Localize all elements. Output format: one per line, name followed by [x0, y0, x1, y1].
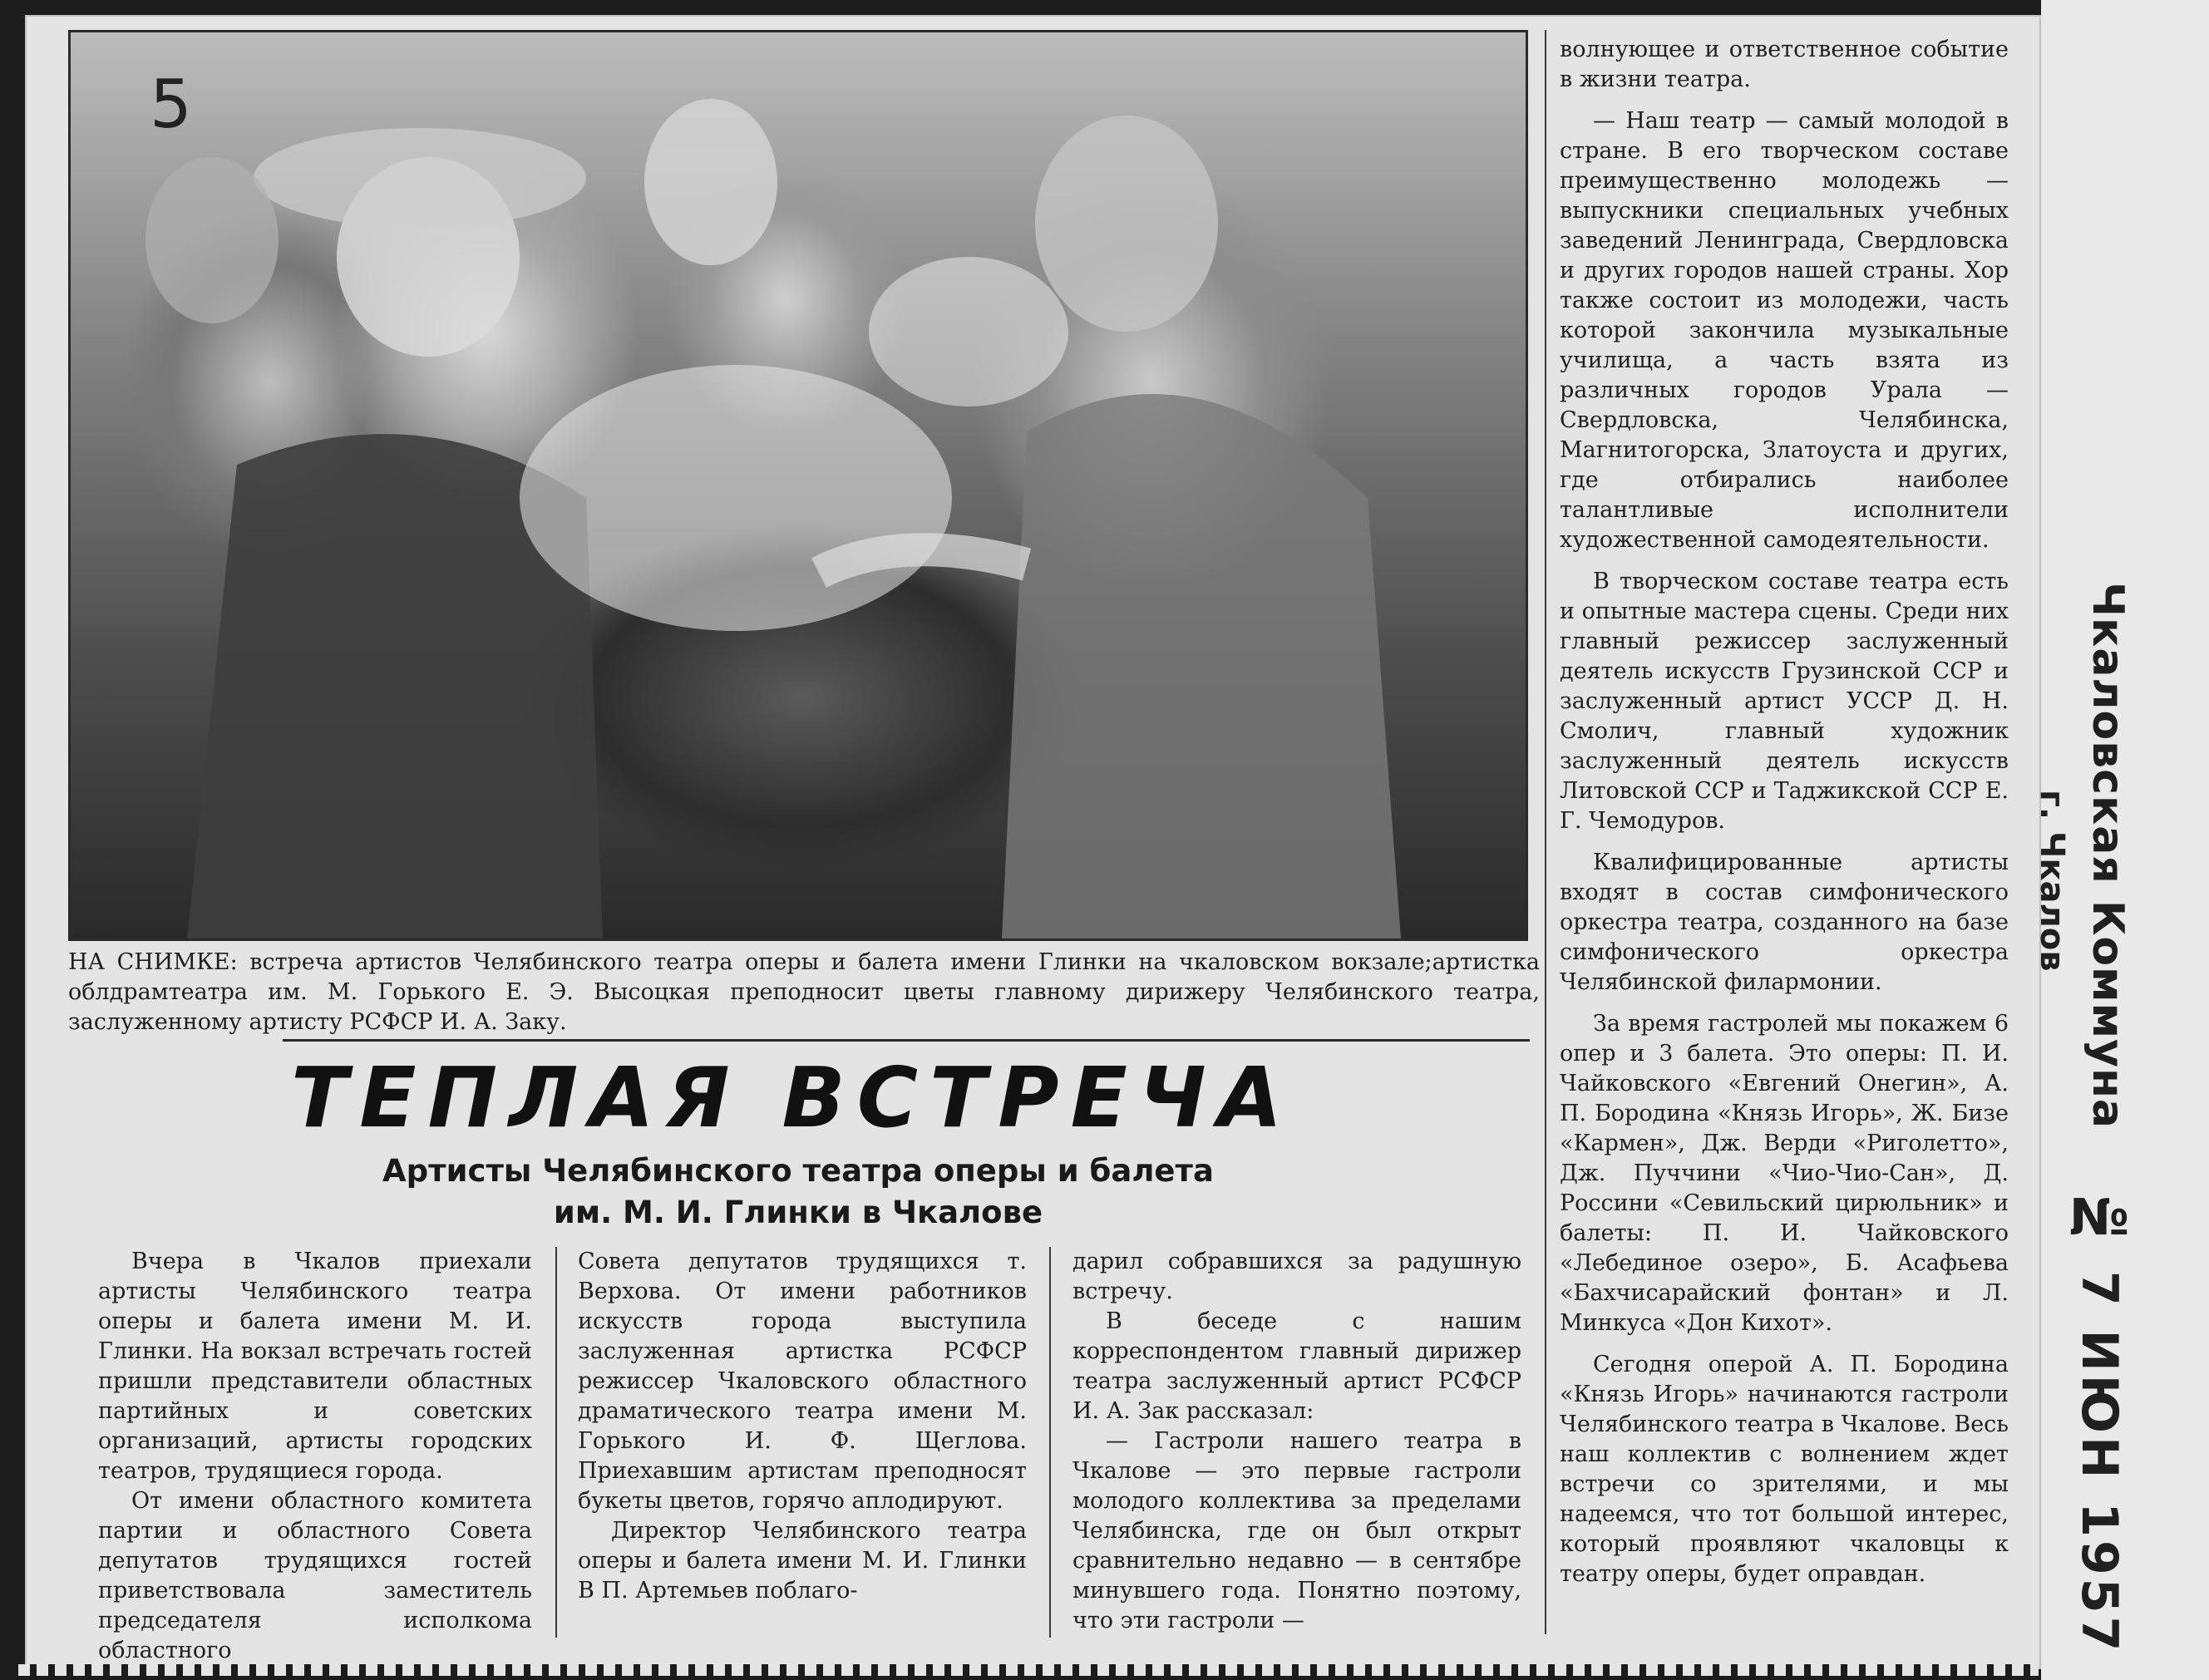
photo-caption: НА СНИМКЕ: встреча артистов Челябинского театра оперы и балета имени Глинки на чкаловском вокзале;артистка облдрамтеатра им. М. Горького Е. Э. Высоцкая преподносит цветы главному дирижеру Челябинского театра, заслуженному артисту РСФСР И. А. Заку.	[68, 949, 1540, 1035]
archive-stamp-newspaper: Чкаловская Коммуна	[2083, 582, 2133, 1129]
subhead-line-1: Артисты Челябинского театра оперы и балета	[382, 1153, 1214, 1189]
column-divider	[1049, 1247, 1051, 1638]
headline-rule	[283, 1039, 1530, 1042]
paragraph: — Гастроли нашего театра в Чкалове — это первые гастроли молодого коллектива за пределами Челябинска, где он был открыт сравнительно недавно — в сентябре минувшего года. Понятно поэтому, что эти гастроли —	[1072, 1428, 1521, 1633]
article-column-2	[578, 1247, 1027, 1606]
article-subheadline	[308, 1150, 1289, 1234]
article-headline: ТЕПЛАЯ ВСТРЕЧА	[291, 1049, 1294, 1146]
archive-stamp-date: № 7 ИЮН 1957	[2070, 1189, 2128, 1655]
paragraph: Сегодня оперой А. П. Бородина «Князь Игорь» начинаются гастроли Челябинского театра в Чкалове. Весь наш коллектив с волнением ждет встречи со зрителями, и мы надеемся, что тот большой интерес, который проявляют чкаловцы к театру оперы, будет оправдан.	[1560, 1352, 2009, 1587]
paragraph: Директор Челябинского театра оперы и балета имени М. И. Глинки В П. Артемьев поблаго-	[578, 1518, 1027, 1604]
paragraph: В творческом составе театра есть и опытные мастера сцены. Среди них главный режиссер заслуженный деятель искусств Грузинской ССР и заслуженный артист УССР Д. Н. Смолич, главный художник заслуженный деятель искусств Литовской ССР и Таджикской ССР Е. Г. Чемодуров.	[1560, 569, 2009, 834]
article-column-1	[98, 1247, 532, 1666]
archive-stamp-city: г. Чкалов	[2033, 790, 2071, 972]
paragraph: Квалифицированные артисты входят в состав симфонического оркестра театра, созданного на базе симфонического оркестра Челябинской филармонии.	[1560, 850, 2009, 995]
paragraph: За время гастролей мы покажем 6 опер и 3 балета. Это оперы: П. И. Чайковского «Евгений Онегин», А. П. Бородина «Князь Игорь», Ж. Бизе «Кармен», Дж. Верди «Риголетто», Дж. Пуччини «Чио-Чио-Сан», Д. Россини «Севильский цирюльник» и балеты: П. И. Чайковского «Лебединое озеро», Б. Асафьева «Бахчисарайский фонтан» и Л. Минкуса «Дон Кихот».	[1560, 1011, 2009, 1336]
news-photo	[68, 30, 1528, 941]
paragraph: волнующее и ответственное событие в жизни театра.	[1560, 37, 2009, 92]
torn-edge	[18, 1664, 2039, 1676]
paragraph: Совета депутатов трудящихся т. Верхова. От имени работников искусств города выступила заслуженная артистка РСФСР режиссер Чкаловского областного драматического театра имени М. Горького И. Ф. Щеглова. Приехавшим артистам преподносят букеты цветов, горячо аплодируют.	[578, 1249, 1027, 1514]
column-divider	[1545, 30, 1546, 1634]
article-column-4	[1560, 35, 2009, 1601]
paragraph: Вчера в Чкалов приехали артисты Челябинского театра оперы и балета имени М. И. Глинки. На вокзал встречать гостей пришли представители областных партийных и советских организаций, артисты городских театров, трудящиеся города.	[98, 1249, 532, 1484]
subhead-line-2: им. М. И. Глинки в Чкалове	[553, 1195, 1043, 1230]
paragraph: В беседе с нашим корреспондентом главный дирижер театра заслуженный артист РСФСР И. А. Зак рассказал:	[1072, 1308, 1521, 1424]
column-divider	[555, 1247, 557, 1638]
paragraph: От имени областного комитета партии и областного Совета депутатов трудящихся гостей приветствовала заместитель председателя исполкома областного	[98, 1488, 532, 1663]
paragraph: дарил собравшихся за радушную встречу.	[1072, 1249, 1521, 1304]
paragraph: — Наш театр — самый молодой в стране. В его творческом составе преимущественно молодежь — выпускники специальных учебных заведений Ленинграда, Свердловска и других городов нашей страны. Хор также состоит из молодежи, часть которой закончила музыкальные училища, а часть взята из различных городов Урала — Свердловска, Челябинска, Магнитогорска, Златоуста и других, где отбирались наиболее талантливые исполнители художественной самодеятельности.	[1560, 108, 2009, 553]
article-column-3	[1072, 1247, 1521, 1636]
pen-mark: 5	[150, 66, 192, 143]
